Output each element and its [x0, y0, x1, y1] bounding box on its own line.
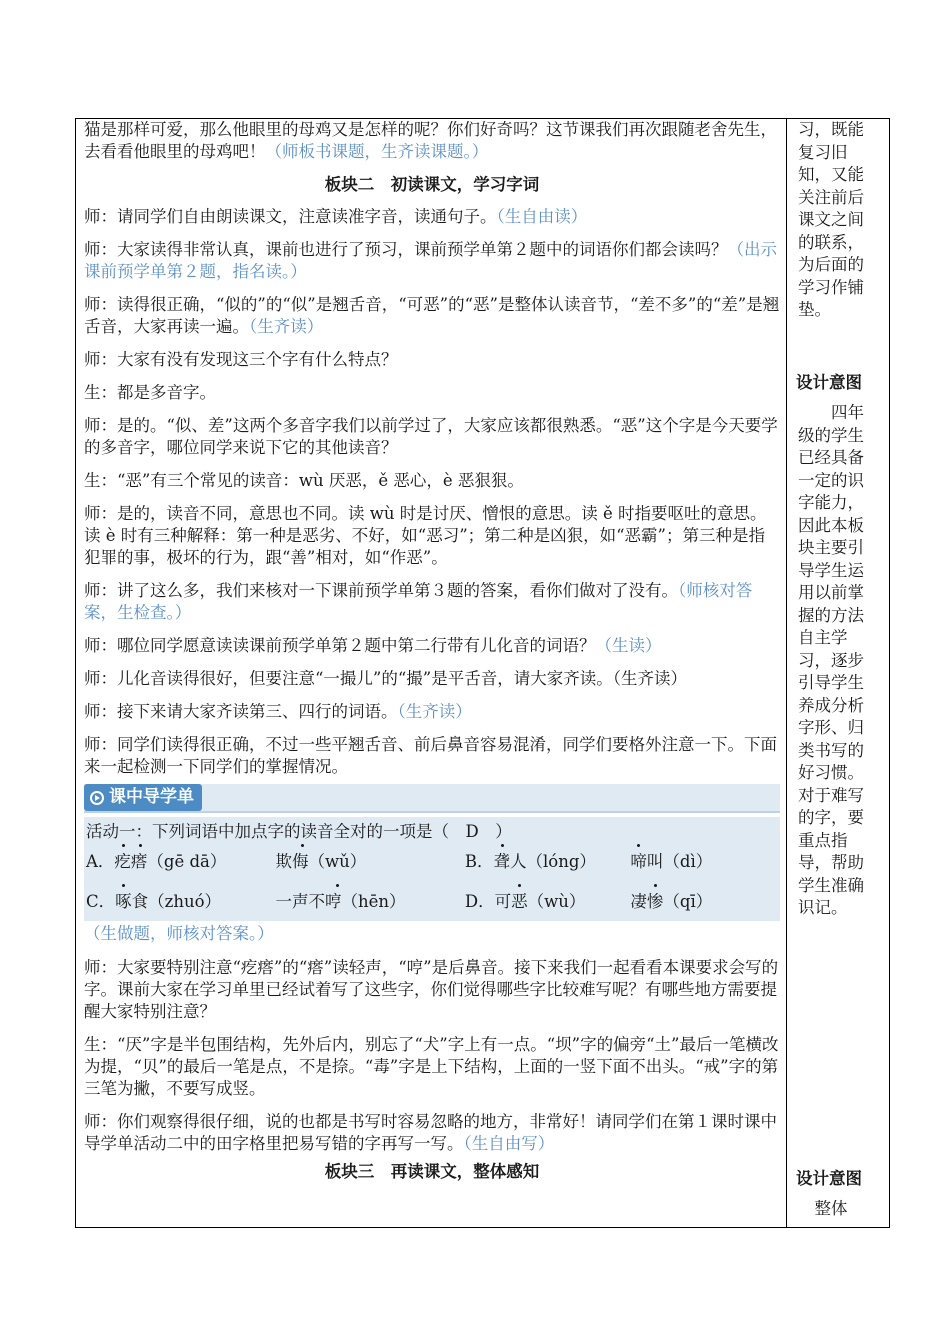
- dialogue-line: 师：大家读得非常认真，课前也进行了预习，课前预学单第２题中的词语你们都会读吗？（出示课前预学单第２题，指名读。）: [84, 240, 777, 281]
- design-note-line: 整体: [798, 1199, 848, 1218]
- dialogue-line: 师：读得很正确，“似的”的“似”是翘舌音，“可恶”的“恶”是整体认读音节，“差不多”的“差”是翘舌音，大家再读一遍。（生齐读）: [84, 295, 780, 336]
- design-note-line: 因此本板: [798, 515, 864, 535]
- design-note-line: 握的方法: [798, 605, 864, 625]
- design-note-2: [788, 402, 888, 920]
- design-note-line: 对于难写: [798, 785, 864, 805]
- design-intent-title: 设计意图: [796, 372, 862, 392]
- design-note-line: 学生准确: [798, 875, 864, 895]
- design-note-3: [788, 1198, 888, 1221]
- dialogue-line: 师：请同学们自由朗读课文，注意读准字音，读通句子。（生自由读）: [84, 207, 588, 226]
- dialogue-line: 师：是的。“似、差”这两个多音字我们以前学过了，大家应该都很熟悉。“恶”这个字是今天要学的多音字，哪位同学来说下它的其他读音？: [84, 416, 778, 457]
- design-note-line: 学习作铺: [798, 277, 864, 297]
- design-note-line: 习，既能: [798, 120, 864, 139]
- dialogue-line: 师：讲了这么多，我们来核对一下课前预学单第３题的答案，看你们做对了没有。（师核对答案，生检查。）: [84, 581, 753, 622]
- dialogue-line: 生：“恶”有三个常见的读音：wù 厌恶，ě 恶心，è 恶狠狠。: [84, 471, 524, 490]
- option-b2: 啼叫（dì）: [630, 851, 780, 873]
- dialogue-line: 师：接下来请大家齐读第三、四行的词语。（生齐读）: [84, 702, 472, 721]
- design-note-1: [788, 119, 888, 322]
- section-heading-3: 板块三 再读课文，整体感知: [324, 1162, 540, 1181]
- design-note-line: 字形、归: [798, 718, 864, 737]
- design-note-line: 重点指: [798, 830, 848, 850]
- design-note-line: 的联系，: [798, 232, 864, 252]
- design-note-line: 好习惯。: [798, 763, 864, 782]
- design-intent-column: [788, 119, 888, 1221]
- activity-question: 活动一：下列词语中加点字的读音全对的一项是（ D ）: [86, 822, 512, 841]
- design-note-line: 用以前掌: [798, 583, 864, 602]
- design-note-line: 课文之间: [798, 210, 864, 229]
- design-note-line: 一定的识: [798, 470, 864, 490]
- design-note-line: 的字，要: [798, 808, 864, 827]
- activity-note: （生做题，师核对答案。）: [84, 924, 274, 943]
- dialogue-line: 生：“厌”字是半包围结构，先外后内，别忘了“犬”字上有一点。“坝”字的偏旁“土”最后一笔横改为提，“贝”的最后一笔是点，不是捺。“毒”字是上下结构，上面的一竖下面不出头。“戒”字的第三笔为撇，不要写成竖。: [84, 1035, 779, 1098]
- dialogue-line: 师：哪位同学愿意读读课前预学单第２题中第二行带有儿化音的词语？（生读）: [84, 636, 662, 655]
- activity-box: [84, 817, 780, 921]
- design-note-line: 字能力，: [798, 493, 864, 512]
- options-row: [86, 877, 780, 917]
- column-divider: [786, 119, 787, 1227]
- design-note-line: 级的学生: [798, 425, 864, 445]
- option-c2: 一声不哼（hēn）: [275, 891, 464, 913]
- option-b: B．聋人（lóng）: [465, 851, 631, 873]
- design-note-line: 引导学生: [798, 673, 864, 692]
- intro-paragraph: 猫是那样可爱，那么他眼里的母鸡又是怎样的呢？你们好奇吗？这节课我们再次跟随老舍先生，去看看他眼里的母鸡吧！（师板书课题，生齐读课题。）: [84, 120, 777, 161]
- dialogue-line: 师：你们观察得很仔细，说的也都是书写时容易忽略的地方，非常好！请同学们在第１课时课中导学单活动二中的田字格里把易写错的字再写一写。（生自由写）: [84, 1112, 777, 1153]
- dialogue-line: 生：都是多音字。: [84, 383, 216, 402]
- design-note-line: 自主学: [798, 628, 848, 647]
- play-icon: [90, 791, 104, 805]
- dialogue-line: 师：是的，读音不同，意思也不同。读 wù 时是讨厌、憎恨的意思。读 ě 时指要呕吐的意思。读 è 时有三种解释：第一种是恶劣、不好，如“恶习”；第二种是凶狠，如“恶霸”；第三种是指犯罪的事，极坏的行为，跟“善”相对，如“作恶”。: [84, 504, 767, 567]
- lesson-content: [84, 119, 780, 1193]
- section-heading-2: 板块二 初读课文，学习字词: [324, 175, 540, 194]
- design-note-line: 垫。: [798, 300, 831, 319]
- option-c: C．啄食（zhuó）: [86, 891, 275, 913]
- design-note-line: 为后面的: [798, 255, 864, 274]
- option-a2: 欺侮（wǔ）: [275, 851, 464, 873]
- design-note-line: 块主要引: [798, 538, 864, 557]
- dialogue-line: 师：同学们读得很正确，不过一些平翘舌音、前后鼻音容易混淆，同学们要格外注意一下。下面来一起检测一下同学们的掌握情况。: [84, 735, 777, 776]
- design-note-line: 导，帮助: [798, 853, 864, 872]
- design-note-line: 复习旧: [798, 142, 848, 162]
- design-intent-title: 设计意图: [796, 1168, 862, 1188]
- design-note-line: 已经具备: [798, 448, 864, 467]
- design-note-line: 关注前后: [798, 187, 864, 207]
- design-note-line: 四年: [798, 403, 864, 422]
- option-d: D．可恶（wù）: [465, 891, 631, 913]
- lesson-table: [75, 118, 890, 1228]
- design-note-line: 识记。: [798, 898, 848, 917]
- dialogue-line: 师：大家要特别注意“疙瘩”的“瘩”读轻声，“哼”是后鼻音。接下来我们一起看看本课要求会写的字。课前大家在学习单里已经试着写了这些字，你们觉得哪些字比较难写呢？有哪些地方需要提醒大家特别注意？: [84, 958, 779, 1021]
- option-d2: 凄惨（qī）: [630, 891, 780, 913]
- dialogue-line: 师：大家有没有发现这三个字有什么特点？: [84, 350, 398, 369]
- design-note-line: 知，又能: [798, 165, 864, 184]
- design-note-line: 养成分析: [798, 695, 864, 715]
- design-note-line: 习，逐步: [798, 650, 864, 670]
- dialogue-line: 师：儿化音读得很好，但要注意“一撮儿”的“撮”是平舌音，请大家齐读。（生齐读）: [84, 669, 687, 688]
- options-row: [86, 843, 780, 877]
- design-note-line: 导学生运: [798, 560, 864, 580]
- design-note-line: 类书写的: [798, 740, 864, 760]
- guide-banner: 课中导学单: [84, 784, 780, 813]
- option-a: A．疙瘩（gē dā）: [86, 851, 275, 873]
